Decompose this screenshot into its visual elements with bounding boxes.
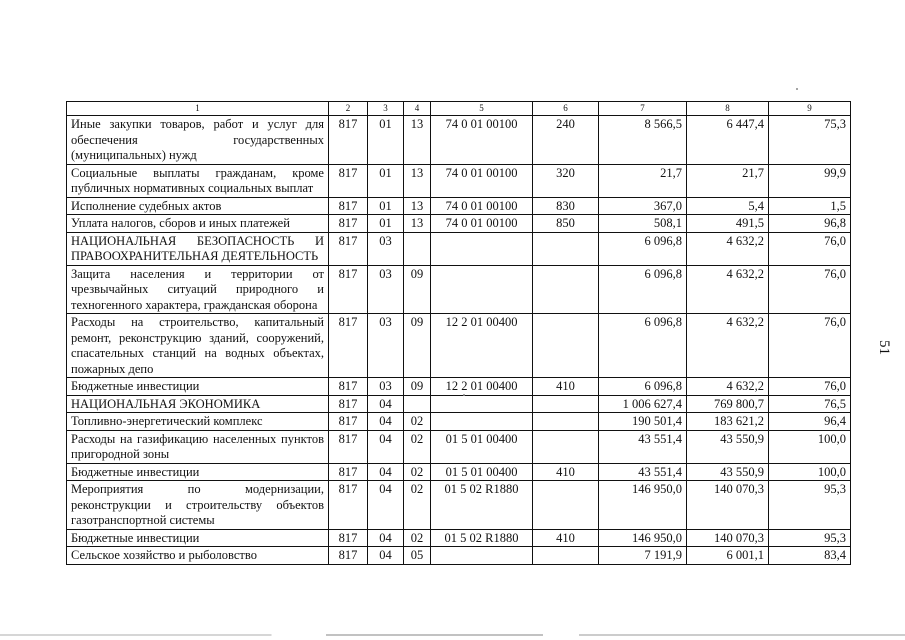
subsection-code-cell: 02 [404, 463, 431, 481]
expense-name-cell: НАЦИОНАЛЬНАЯ БЕЗОПАСНОСТЬ И ПРАВООХРАНИТЕЛЬНАЯ ДЕЯТЕЛЬНОСТЬ [67, 232, 329, 265]
table-row [67, 116, 851, 165]
subsection-code-cell: 13 [404, 164, 431, 197]
expense-type-code-cell [533, 481, 599, 530]
planned-amount-cell: 146 950,0 [599, 481, 687, 530]
scan-speck [463, 394, 465, 396]
expense-name-cell: НАЦИОНАЛЬНАЯ ЭКОНОМИКА [67, 395, 329, 413]
actual-amount-cell: 4 632,2 [687, 314, 769, 378]
expense-type-code-cell: 830 [533, 197, 599, 215]
department-code-cell: 817 [329, 413, 368, 431]
expense-type-code-cell [533, 395, 599, 413]
subsection-code-cell: 02 [404, 413, 431, 431]
subsection-code-cell [404, 232, 431, 265]
department-code-cell: 817 [329, 232, 368, 265]
planned-amount-cell: 6 096,8 [599, 378, 687, 396]
target-item-code-cell: 74 0 01 00100 [431, 215, 533, 233]
section-code-cell: 04 [368, 463, 404, 481]
expense-name-cell: Бюджетные инвестиции [67, 529, 329, 547]
target-item-code-cell: 12 2 01 00400 [431, 378, 533, 396]
table-row [67, 197, 851, 215]
column-number: 3 [368, 102, 404, 116]
execution-percent-cell: 76,0 [769, 314, 851, 378]
expense-name-cell: Сельское хозяйство и рыболовство [67, 547, 329, 565]
expense-name-cell: Иные закупки товаров, работ и услуг для обеспечения государственных (муниципальных) нужд [67, 116, 329, 165]
expense-name-cell: Расходы на строительство, капитальный ремонт, реконструкцию зданий, сооружений, спасательных станций на водных объектах, пожарных депо [67, 314, 329, 378]
execution-percent-cell: 1,5 [769, 197, 851, 215]
planned-amount-cell: 190 501,4 [599, 413, 687, 431]
column-number: 2 [329, 102, 368, 116]
planned-amount-cell: 6 096,8 [599, 265, 687, 314]
expense-name-cell: Расходы на газификацию населенных пунктов пригородной зоны [67, 430, 329, 463]
execution-percent-cell: 76,0 [769, 378, 851, 396]
expense-name-cell: Топливно-энергетический комплекс [67, 413, 329, 431]
planned-amount-cell: 43 551,4 [599, 430, 687, 463]
planned-amount-cell: 146 950,0 [599, 529, 687, 547]
subsection-code-cell: 02 [404, 481, 431, 530]
actual-amount-cell: 491,5 [687, 215, 769, 233]
column-number: 9 [769, 102, 851, 116]
planned-amount-cell: 367,0 [599, 197, 687, 215]
target-item-code-cell: 74 0 01 00100 [431, 197, 533, 215]
table-row [67, 314, 851, 378]
section-code-cell: 03 [368, 265, 404, 314]
expense-name-cell: Социальные выплаты гражданам, кроме публичных нормативных социальных выплат [67, 164, 329, 197]
column-number: 4 [404, 102, 431, 116]
target-item-code-cell: 12 2 01 00400 [431, 314, 533, 378]
expense-type-code-cell: 410 [533, 463, 599, 481]
expense-name-cell: Исполнение судебных актов [67, 197, 329, 215]
scan-edge-line [0, 634, 905, 636]
department-code-cell: 817 [329, 395, 368, 413]
expense-name-cell: Мероприятия по модернизации, реконструкции и строительству объектов газотранспортной системы [67, 481, 329, 530]
subsection-code-cell: 13 [404, 215, 431, 233]
execution-percent-cell: 83,4 [769, 547, 851, 565]
department-code-cell: 817 [329, 164, 368, 197]
column-number: 6 [533, 102, 599, 116]
column-number: 8 [687, 102, 769, 116]
subsection-code-cell: 13 [404, 197, 431, 215]
section-code-cell: 04 [368, 413, 404, 431]
table-row [67, 378, 851, 396]
table-row [67, 265, 851, 314]
section-code-cell: 03 [368, 314, 404, 378]
table-row [67, 232, 851, 265]
target-item-code-cell [431, 232, 533, 265]
execution-percent-cell: 95,3 [769, 529, 851, 547]
actual-amount-cell: 140 070,3 [687, 529, 769, 547]
subsection-code-cell: 05 [404, 547, 431, 565]
section-code-cell: 03 [368, 378, 404, 396]
department-code-cell: 817 [329, 547, 368, 565]
section-code-cell: 01 [368, 215, 404, 233]
actual-amount-cell: 5,4 [687, 197, 769, 215]
execution-percent-cell: 96,8 [769, 215, 851, 233]
subsection-code-cell: 09 [404, 265, 431, 314]
target-item-code-cell: 01 5 02 R1880 [431, 481, 533, 530]
section-code-cell: 01 [368, 164, 404, 197]
subsection-code-cell: 13 [404, 116, 431, 165]
target-item-code-cell: 74 0 01 00100 [431, 164, 533, 197]
execution-percent-cell: 99,9 [769, 164, 851, 197]
actual-amount-cell: 4 632,2 [687, 378, 769, 396]
section-code-cell: 01 [368, 116, 404, 165]
expense-type-code-cell: 410 [533, 378, 599, 396]
planned-amount-cell: 8 566,5 [599, 116, 687, 165]
actual-amount-cell: 6 001,1 [687, 547, 769, 565]
actual-amount-cell: 140 070,3 [687, 481, 769, 530]
expense-type-code-cell [533, 430, 599, 463]
target-item-code-cell: 01 5 01 00400 [431, 430, 533, 463]
section-code-cell: 04 [368, 529, 404, 547]
department-code-cell: 817 [329, 314, 368, 378]
expense-type-code-cell [533, 413, 599, 431]
target-item-code-cell [431, 547, 533, 565]
department-code-cell: 817 [329, 481, 368, 530]
table-row [67, 430, 851, 463]
expense-type-code-cell [533, 547, 599, 565]
expense-type-code-cell: 240 [533, 116, 599, 165]
section-code-cell: 04 [368, 430, 404, 463]
subsection-code-cell: 09 [404, 378, 431, 396]
table-row [67, 481, 851, 530]
target-item-code-cell [431, 413, 533, 431]
table-row [67, 413, 851, 431]
section-code-cell: 01 [368, 197, 404, 215]
planned-amount-cell: 508,1 [599, 215, 687, 233]
department-code-cell: 817 [329, 430, 368, 463]
subsection-code-cell: 02 [404, 430, 431, 463]
execution-percent-cell: 76,5 [769, 395, 851, 413]
actual-amount-cell: 21,7 [687, 164, 769, 197]
page-number: 51 [876, 340, 892, 355]
execution-percent-cell: 95,3 [769, 481, 851, 530]
table-row [67, 395, 851, 413]
scan-speck [796, 88, 798, 90]
department-code-cell: 817 [329, 529, 368, 547]
table-row [67, 215, 851, 233]
actual-amount-cell: 43 550,9 [687, 463, 769, 481]
actual-amount-cell: 769 800,7 [687, 395, 769, 413]
target-item-code-cell: 01 5 02 R1880 [431, 529, 533, 547]
department-code-cell: 817 [329, 378, 368, 396]
actual-amount-cell: 6 447,4 [687, 116, 769, 165]
expense-type-code-cell [533, 314, 599, 378]
column-number: 1 [67, 102, 329, 116]
subsection-code-cell: 09 [404, 314, 431, 378]
execution-percent-cell: 96,4 [769, 413, 851, 431]
planned-amount-cell: 43 551,4 [599, 463, 687, 481]
expense-type-code-cell: 320 [533, 164, 599, 197]
column-number: 5 [431, 102, 533, 116]
execution-percent-cell: 75,3 [769, 116, 851, 165]
table-row [67, 164, 851, 197]
expense-name-cell: Бюджетные инвестиции [67, 463, 329, 481]
section-code-cell: 04 [368, 547, 404, 565]
execution-percent-cell: 76,0 [769, 265, 851, 314]
section-code-cell: 03 [368, 232, 404, 265]
expense-name-cell: Бюджетные инвестиции [67, 378, 329, 396]
department-code-cell: 817 [329, 265, 368, 314]
planned-amount-cell: 21,7 [599, 164, 687, 197]
budget-execution-table [66, 101, 851, 565]
expense-name-cell: Уплата налогов, сборов и иных платежей [67, 215, 329, 233]
actual-amount-cell: 4 632,2 [687, 265, 769, 314]
department-code-cell: 817 [329, 215, 368, 233]
target-item-code-cell: 74 0 01 00100 [431, 116, 533, 165]
expense-type-code-cell: 850 [533, 215, 599, 233]
planned-amount-cell: 6 096,8 [599, 232, 687, 265]
actual-amount-cell: 183 621,2 [687, 413, 769, 431]
subsection-code-cell: 02 [404, 529, 431, 547]
execution-percent-cell: 100,0 [769, 463, 851, 481]
planned-amount-cell: 1 006 627,4 [599, 395, 687, 413]
execution-percent-cell: 76,0 [769, 232, 851, 265]
planned-amount-cell: 7 191,9 [599, 547, 687, 565]
target-item-code-cell [431, 265, 533, 314]
target-item-code-cell [431, 395, 533, 413]
table-body [67, 116, 851, 565]
actual-amount-cell: 43 550,9 [687, 430, 769, 463]
actual-amount-cell: 4 632,2 [687, 232, 769, 265]
department-code-cell: 817 [329, 197, 368, 215]
expense-type-code-cell [533, 265, 599, 314]
target-item-code-cell: 01 5 01 00400 [431, 463, 533, 481]
table-row [67, 547, 851, 565]
planned-amount-cell: 6 096,8 [599, 314, 687, 378]
department-code-cell: 817 [329, 463, 368, 481]
table-header [67, 102, 851, 116]
expense-type-code-cell [533, 232, 599, 265]
expense-type-code-cell: 410 [533, 529, 599, 547]
section-code-cell: 04 [368, 395, 404, 413]
table-row [67, 463, 851, 481]
department-code-cell: 817 [329, 116, 368, 165]
execution-percent-cell: 100,0 [769, 430, 851, 463]
section-code-cell: 04 [368, 481, 404, 530]
expense-name-cell: Защита населения и территории от чрезвычайных ситуаций природного и техногенного характера, гражданская оборона [67, 265, 329, 314]
table-row [67, 529, 851, 547]
subsection-code-cell [404, 395, 431, 413]
column-number: 7 [599, 102, 687, 116]
